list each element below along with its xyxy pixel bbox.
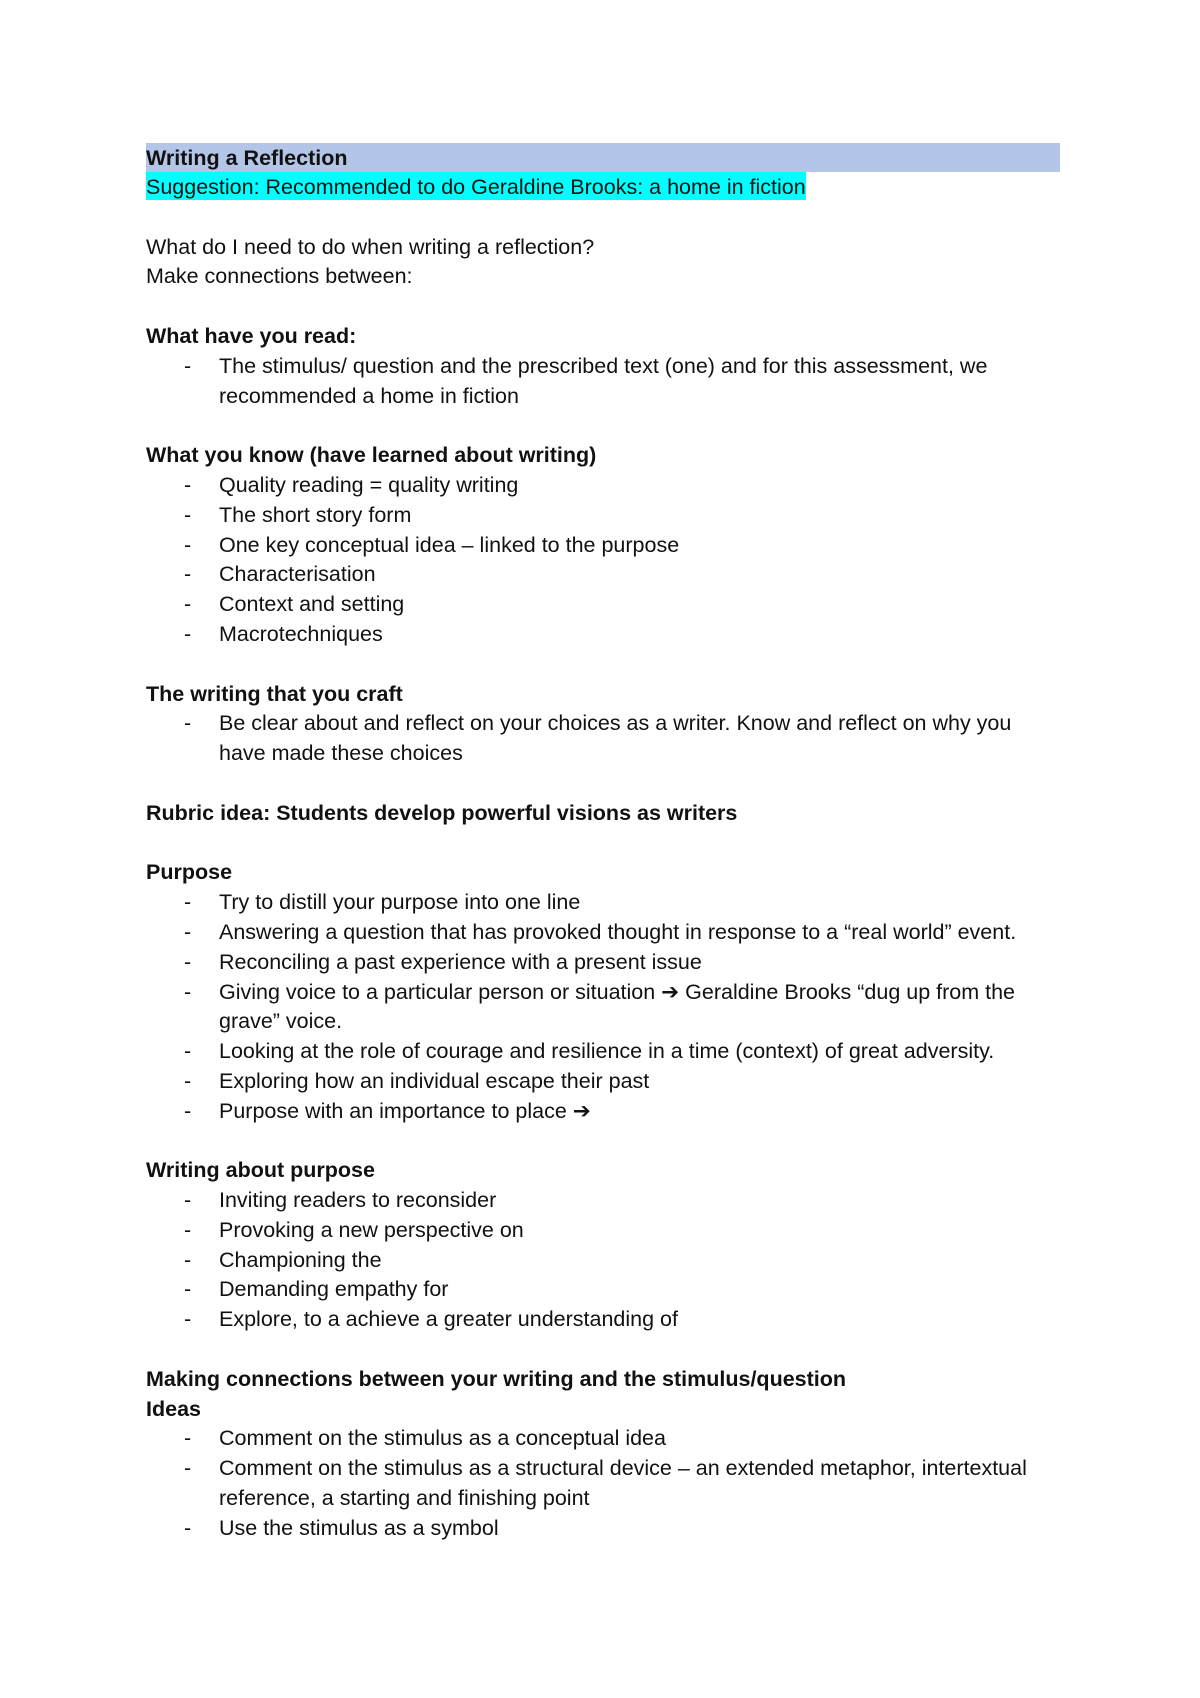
spacer [146, 1335, 1060, 1365]
list-writing-you-craft [146, 709, 1060, 769]
intro-question: What do I need to do when writing a reflection? [146, 234, 595, 259]
spacer [146, 829, 1060, 859]
list-item: - Context and setting [146, 590, 1060, 620]
list-item: - Be clear about and reflect on your choices as a writer. Know and reflect on why you have made these choices [146, 709, 1060, 769]
spacer [146, 203, 1060, 233]
list-item: - Championing the [146, 1246, 1060, 1276]
document-title: Writing a Reflection [146, 143, 1060, 172]
list-item: - Explore, to a achieve a greater understanding of [146, 1305, 1060, 1335]
list-ideas [146, 1424, 1060, 1543]
list-item: - Looking at the role of courage and resilience in a time (context) of great adversity. [146, 1037, 1060, 1067]
spacer [146, 411, 1060, 441]
list-item: - Provoking a new perspective on [146, 1216, 1060, 1246]
list-item: - Comment on the stimulus as a structural device – an extended metaphor, intertextual reference, a starting and finishing point [146, 1454, 1060, 1514]
list-item: - Comment on the stimulus as a conceptual idea [146, 1424, 1060, 1454]
list-item: - Quality reading = quality writing [146, 471, 1060, 501]
heading-writing-about-purpose: Writing about purpose [146, 1158, 375, 1183]
list-item: - Try to distill your purpose into one line [146, 888, 1060, 918]
spacer [146, 1127, 1060, 1157]
document-content [146, 143, 1060, 1544]
heading-what-have-you-read: What have you read: [146, 323, 357, 348]
heading-what-you-know: What you know (have learned about writing) [146, 443, 597, 468]
list-item: - Macrotechniques [146, 620, 1060, 650]
list-item: - Giving voice to a particular person or situation ➔ Geraldine Brooks “dug up from the grave” voice. [146, 978, 1060, 1038]
suggestion-highlight: Suggestion: Recommended to do Geraldine Brooks: a home in fiction [146, 172, 806, 200]
list-item: - One key conceptual idea – linked to the purpose [146, 531, 1060, 561]
list-item: - The stimulus/ question and the prescribed text (one) and for this assessment, we recommended a home in fiction [146, 352, 1060, 412]
spacer [146, 650, 1060, 680]
suggestion-line [146, 172, 1060, 203]
heading-writing-you-craft: The writing that you craft [146, 681, 403, 706]
list-writing-about-purpose [146, 1186, 1060, 1335]
list-item: - Answering a question that has provoked thought in response to a “real world” event. [146, 918, 1060, 948]
list-what-you-know [146, 471, 1060, 650]
list-item: - Demanding empathy for [146, 1275, 1060, 1305]
list-item: - Reconciling a past experience with a present issue [146, 948, 1060, 978]
list-item: - Characterisation [146, 560, 1060, 590]
subheading-ideas: Ideas [146, 1396, 201, 1421]
heading-rubric-idea: Rubric idea: Students develop powerful visions as writers [146, 800, 738, 825]
spacer [146, 769, 1060, 799]
list-item: - Exploring how an individual escape their past [146, 1067, 1060, 1097]
list-purpose [146, 888, 1060, 1126]
intro-connections: Make connections between: [146, 264, 413, 289]
heading-making-connections: Making connections between your writing and the stimulus/question [146, 1366, 847, 1391]
list-item: - The short story form [146, 501, 1060, 531]
heading-purpose: Purpose [146, 860, 233, 885]
list-item: - Use the stimulus as a symbol [146, 1514, 1060, 1544]
list-what-have-you-read [146, 352, 1060, 412]
spacer [146, 292, 1060, 322]
list-item: - Purpose with an importance to place ➔ [146, 1097, 1060, 1127]
list-item: - Inviting readers to reconsider [146, 1186, 1060, 1216]
